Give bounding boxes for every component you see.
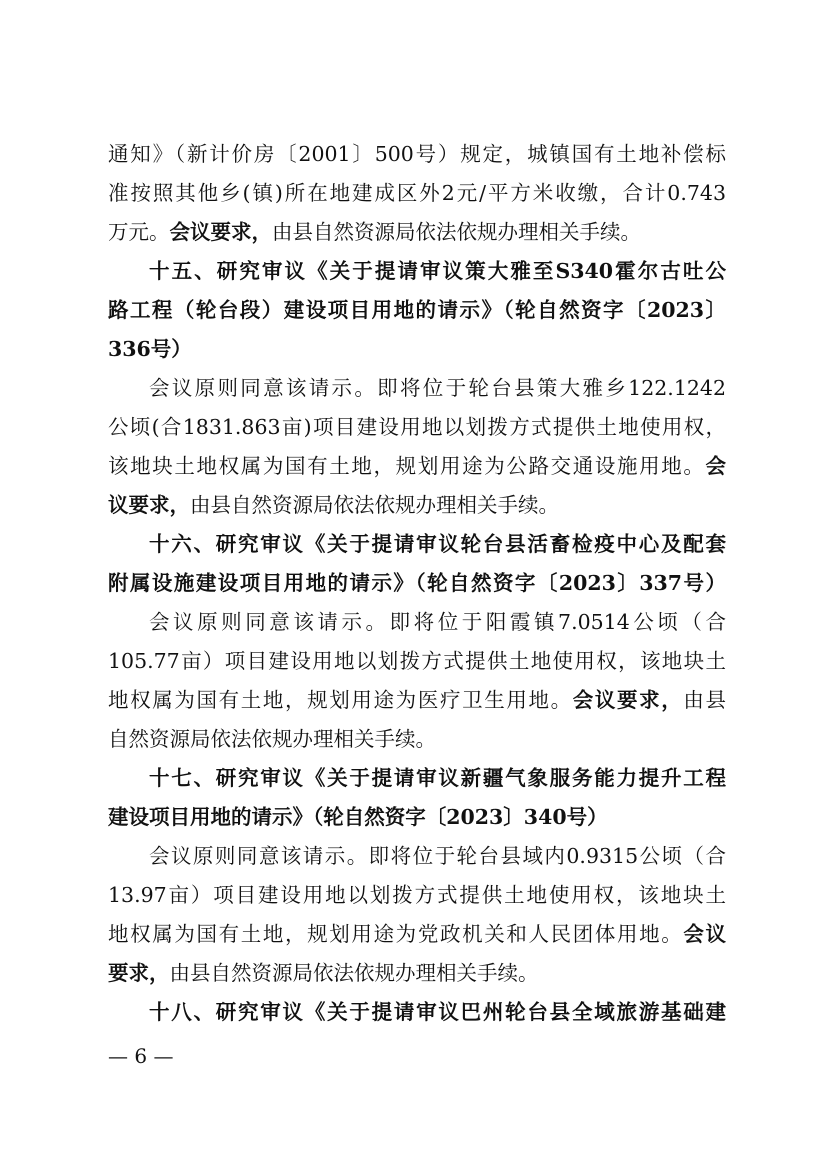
paragraph-line: [108, 954, 726, 993]
paragraph-line: [108, 486, 726, 525]
bold-emphasis: 会议要求，: [169, 220, 272, 244]
paragraph-line: [108, 447, 726, 486]
paragraph-line: 会议原则同意该请示。即将位于轮台县策大雅乡122.1242: [149, 376, 726, 400]
heading-line: 十八、研究审议《关于提请审议巴州轮台县全域旅游基础建: [149, 1000, 726, 1024]
text-segment: 由县: [683, 688, 727, 712]
heading-line: 路工程（轮台段）建设项目用地的请示》（轮自然资字〔2023〕: [108, 298, 726, 322]
text-segment: 由县自然资源局依法依规办理相关手续。: [272, 220, 641, 244]
text-segment: 由县自然资源局依法依规办理相关手续。: [169, 961, 539, 985]
document-body: [108, 135, 726, 1032]
bold-emphasis: 议要求，: [108, 493, 190, 517]
paragraph-line: [108, 915, 726, 954]
heading-line: 十五、研究审议《关于提请审议策大雅至S340霍尔古吐公: [149, 259, 726, 283]
heading-line: 十七、研究审议《关于提请审议新疆气象服务能力提升工程: [149, 766, 726, 790]
bold-emphasis: 会议要求，: [572, 688, 684, 712]
heading-line: 336号）: [108, 337, 192, 361]
paragraph-line: 自然资源局依法依规办理相关手续。: [108, 727, 436, 751]
bold-emphasis: 要求，: [108, 961, 170, 985]
text-segment: 该地块土地权属为国有土地，规划用途为公路交通设施用地。: [108, 454, 706, 478]
text-segment: 地权属为国有土地，规划用途为医疗卫生用地。: [108, 688, 573, 712]
heading-line: 建设项目用地的请示》（轮自然资字〔2023〕340号）: [108, 805, 608, 829]
paragraph-line: 公顷(合1831.863亩)项目建设用地以划拨方式提供土地使用权，: [108, 415, 726, 439]
text-segment: 由县自然资源局依法依规办理相关手续。: [190, 493, 559, 517]
paragraph-line: [108, 681, 726, 720]
page-number: — 6 —: [108, 1044, 174, 1068]
paragraph-line: 通知》（新计价房〔2001〕500号）规定，城镇国有土地补偿标: [108, 142, 726, 166]
paragraph-line: [108, 213, 726, 252]
text-segment: 地权属为国有土地，规划用途为党政机关和人民团体用地。: [108, 922, 684, 946]
paragraph-line: 会议原则同意该请示。即将位于轮台县域内0.9315公顷（合: [149, 844, 726, 868]
paragraph-line: 准按照其他乡(镇)所在地建成区外2元/平方米收缴，合计0.743: [108, 181, 726, 205]
heading-line: 附属设施建设项目用地的请示》（轮自然资字〔2023〕337号）: [108, 571, 726, 595]
bold-emphasis: 会议: [683, 922, 727, 946]
bold-emphasis: 会: [705, 454, 726, 478]
paragraph-line: 105.77亩）项目建设用地以划拨方式提供土地使用权，该地块土: [108, 649, 726, 673]
text-segment: 万元。: [108, 220, 170, 244]
heading-line: 十六、研究审议《关于提请审议轮台县活畜检疫中心及配套: [149, 532, 726, 556]
paragraph-line: 13.97亩）项目建设用地以划拨方式提供土地使用权，该地块土: [108, 883, 726, 907]
paragraph-line: 会议原则同意该请示。即将位于阳霞镇7.0514公顷（合: [149, 610, 726, 634]
